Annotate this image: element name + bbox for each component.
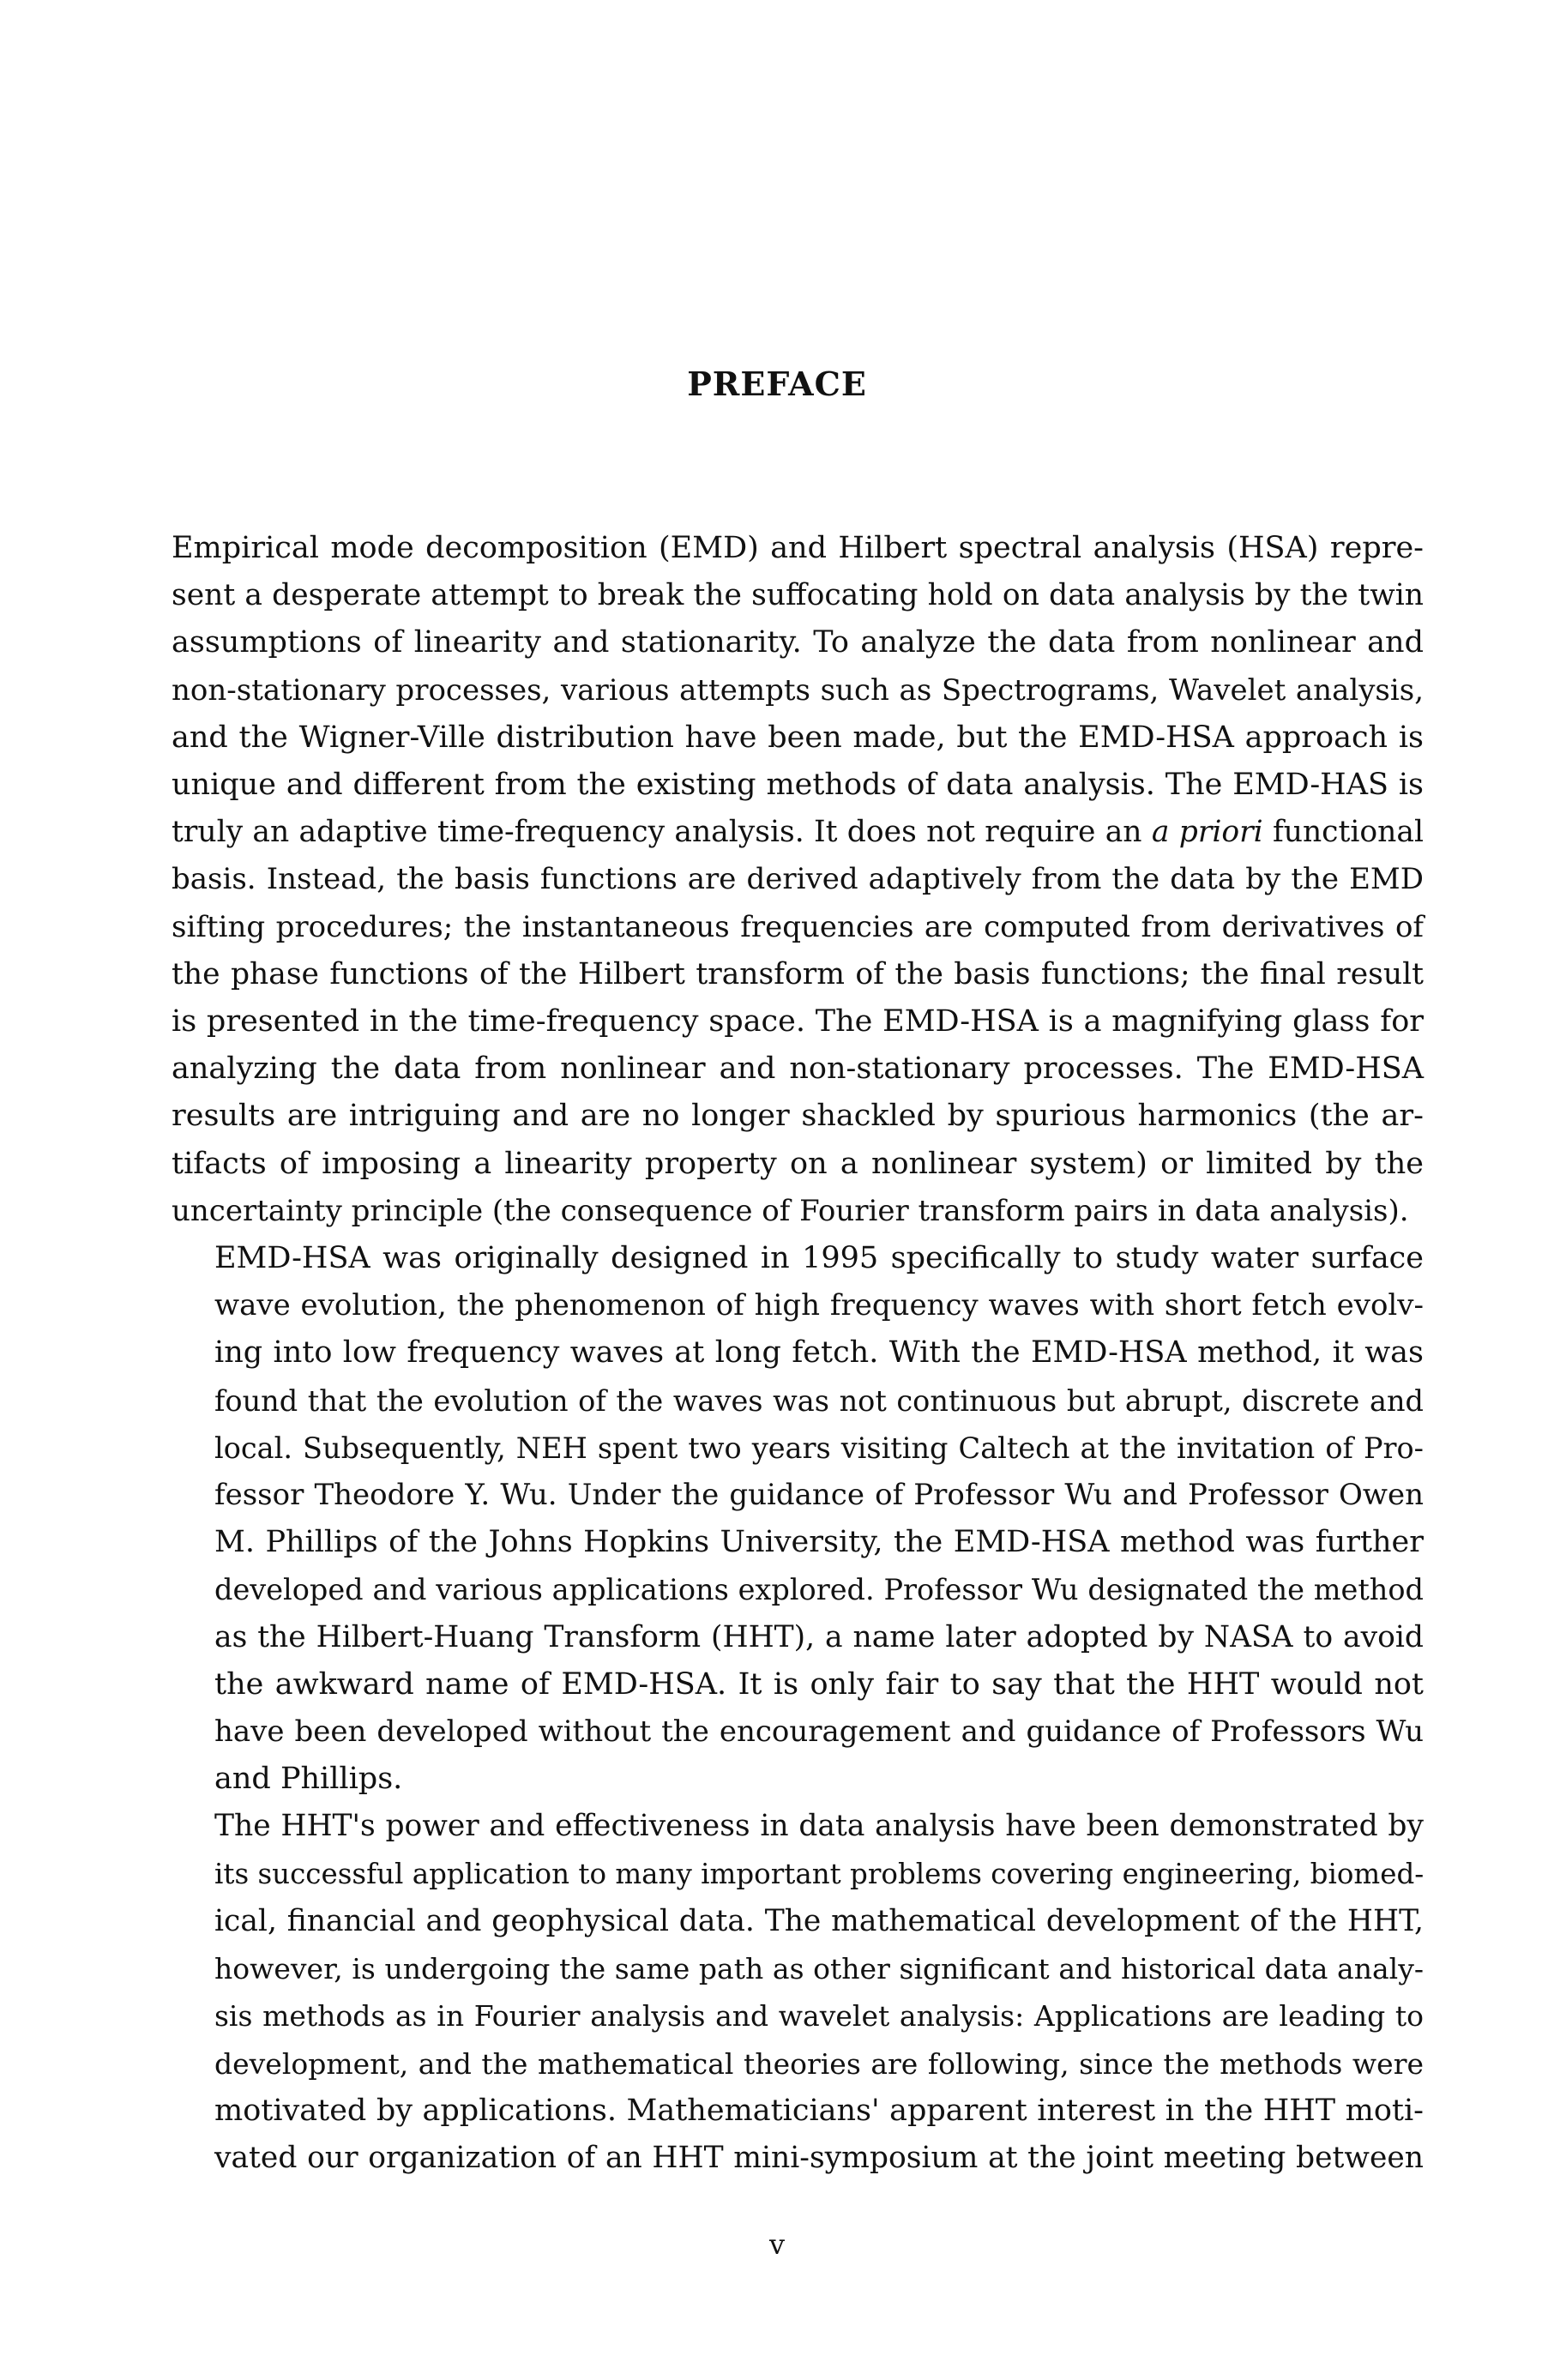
page-title: PREFACE (687, 365, 867, 403)
text-line: and Phillips. (214, 1762, 403, 1797)
text-line: The HHT's power and effectiveness in data analysis have been demonstrated by (214, 1809, 1424, 1844)
text-line: assumptions of linearity and stationarity. To analyze the data from nonlinear and (172, 625, 1424, 660)
text-line: motivated by applications. Mathematicians' apparent interest in the HHT moti- (214, 2093, 1424, 2128)
text-line: EMD-HSA was originally designed in 1995 specifically to study water surface (214, 1241, 1424, 1276)
text-line: as the Hilbert-Huang Transform (HHT), a name later adopted by NASA to avoid (214, 1619, 1424, 1654)
text-line: tifacts of imposing a linearity property on a nonlinear system) or limited by the (172, 1146, 1424, 1181)
text-line: sent a desperate attempt to break the suffocating hold on data analysis by the twin (172, 578, 1424, 613)
paragraph-2 (172, 1235, 1424, 1803)
preface-body (172, 525, 1424, 2182)
text-line: M. Phillips of the Johns Hopkins University, the EMD-HSA method was further (214, 1525, 1424, 1560)
text-line: non-stationary processes, various attempts such as Spectrograms, Wavelet analysis, (172, 672, 1424, 708)
paragraph-1 (172, 525, 1424, 1235)
text-line: uncertainty principle (the consequence of Fourier transform pairs in data analysis). (172, 1193, 1409, 1228)
text-line: however, is undergoing the same path as other significant and historical data analy- (214, 1952, 1424, 1986)
text-line: local. Subsequently, NEH spent two years visiting Caltech at the invitation of Pro- (214, 1431, 1424, 1465)
text-line: developed and various applications explored. Professor Wu designated the method (214, 1573, 1424, 1607)
text-line: wave evolution, the phenomenon of high frequency waves with short fetch evolv- (214, 1288, 1424, 1323)
text-line: truly an adaptive time-frequency analysis. It does not require an a priori functional (172, 815, 1424, 850)
text-line: the phase functions of the Hilbert transform of the basis functions; the final result (172, 956, 1424, 991)
page-number: v (768, 2228, 786, 2261)
text-line: ing into low frequency waves at long fetch. With the EMD-HSA method, it was (214, 1335, 1424, 1371)
text-line: results are intriguing and are no longer shackled by spurious harmonics (the ar- (172, 1099, 1424, 1134)
text-line: Empirical mode decomposition (EMD) and Hilbert spectral analysis (HSA) repre- (172, 531, 1424, 565)
text-line: ical, financial and geophysical data. The mathematical development of the HHT, (214, 1903, 1424, 1938)
text-line: basis. Instead, the basis functions are derived adaptively from the data by the EMD (172, 862, 1424, 897)
text-line: vated our organization of an HHT mini-symposium at the joint meeting between (214, 2140, 1424, 2175)
text-line: development, and the mathematical theories are following, since the methods were (214, 2046, 1424, 2081)
text-line: its successful application to many important problems covering engineering, biomed- (214, 1857, 1424, 1890)
text-line: and the Wigner-Ville distribution have been made, but the EMD-HSA approach is (172, 720, 1424, 755)
paragraph-3 (172, 1803, 1424, 2182)
text-line: is presented in the time-frequency space. The EMD-HSA is a magnifying glass for (172, 1004, 1424, 1039)
text-line: found that the evolution of the waves was not continuous but abrupt, discrete and (214, 1383, 1424, 1418)
text-line: analyzing the data from nonlinear and non-stationary processes. The EMD-HSA (172, 1051, 1424, 1087)
text-line: have been developed without the encouragement and guidance of Professors Wu (214, 1714, 1424, 1750)
text-line: unique and different from the existing methods of data analysis. The EMD-HAS is (172, 768, 1424, 803)
text-line: sis methods as in Fourier analysis and wavelet analysis: Applications are leading to (214, 1999, 1424, 2034)
text-line: the awkward name of EMD-HSA. It is only fair to say that the HHT would not (214, 1666, 1424, 1702)
emphasis: a priori (1151, 815, 1263, 850)
text-line: sifting procedures; the instantaneous frequencies are computed from derivatives of (172, 909, 1424, 944)
text-line: fessor Theodore Y. Wu. Under the guidance of Professor Wu and Professor Owen (214, 1478, 1424, 1513)
